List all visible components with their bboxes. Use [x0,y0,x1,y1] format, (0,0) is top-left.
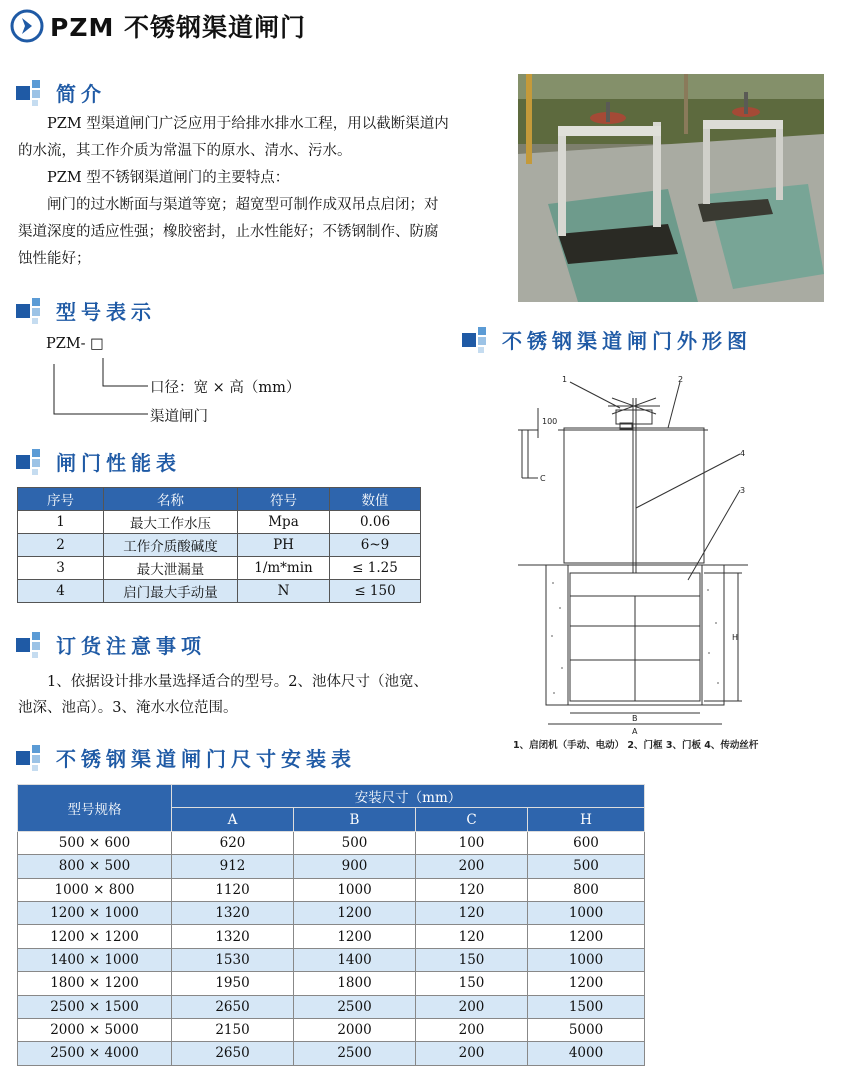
squares-icon [16,80,44,106]
table-cell: ≤ 1.25 [330,557,421,580]
intro-p2: PZM 型不锈钢渠道闸门的主要特点： [47,170,290,186]
table-cell: 150 [416,948,528,971]
intro-p3c: 蚀性能好； [18,251,91,267]
performance-table [17,487,421,603]
table-cell: 800 [528,878,645,901]
table-cell: 1 [18,511,104,534]
table-cell: 1000 [528,948,645,971]
intro-p1b: 的水流，其工作介质为常温下的原水、清水、污水。 [18,143,352,159]
squares-icon [16,298,44,324]
table-cell: 1320 [172,901,294,924]
table-cell: 1400 × 1000 [18,948,172,971]
table-cell: Mpa [238,511,330,534]
table-cell: 1320 [172,925,294,948]
table-cell: 120 [416,901,528,924]
table-cell: 1950 [172,972,294,995]
squares-icon [16,632,44,658]
table-cell: 2650 [172,995,294,1018]
table-cell: 1/m*min [238,557,330,580]
section-model-header [16,296,156,325]
table-cell: 500 × 600 [18,831,172,854]
table-row [18,878,645,901]
section-intro-header [16,78,106,107]
table-row [18,511,421,534]
section-performance-title: 闸门性能表 [56,451,181,475]
table-row [18,831,645,854]
drawing-caption: 1、启闭机（手动、电动） 2、门框 3、门板 4、传动丝杆 [513,740,759,751]
section-performance-header [16,447,181,476]
table-cell: 1200 [294,901,416,924]
table-cell: 5000 [528,1018,645,1041]
table-row [18,1042,645,1065]
table-cell: 1400 [294,948,416,971]
table-row [18,948,645,971]
install-table [17,784,645,1066]
section-install-header [16,743,356,772]
table-row [18,557,421,580]
table-cell: 2 [18,534,104,557]
drawing-label-2: 2 [678,375,684,384]
squares-icon [462,327,490,353]
table-cell: 2500 [294,1042,416,1065]
section-install-title: 不锈钢渠道闸门尺寸安装表 [56,747,356,771]
table-row [18,995,645,1018]
table-cell: 200 [416,1042,528,1065]
table-cell: 最大工作水压 [104,511,238,534]
table-cell: 工作介质酸碱度 [104,534,238,557]
gate-photo [518,74,824,302]
section-intro-title: 简介 [56,82,106,106]
order-p1b: 池深、池高）。3、淹水水位范围。 [18,700,238,716]
table-cell: 1120 [172,878,294,901]
table-header: 数值 [330,488,421,511]
model-label-size: 口径：宽 × 高（mm） [150,380,301,396]
model-bracket-lines [50,350,160,430]
table-row [18,534,421,557]
table-cell: 1200 × 1200 [18,925,172,948]
table-cell: 4000 [528,1042,645,1065]
table-cell: 最大泄漏量 [104,557,238,580]
table-row [18,580,421,603]
table-cell: 1200 × 1000 [18,901,172,924]
section-drawing-header [462,325,752,354]
table-cell: 2150 [172,1018,294,1041]
table-cell: 912 [172,855,294,878]
table-header-row [18,488,421,511]
table-header: B [294,808,416,831]
table-row [18,1018,645,1041]
model-label-type: 渠道闸门 [150,409,208,425]
intro-p1: PZM 型渠道闸门广泛应用于给排水排水工程，用以截断渠道内 [47,116,449,132]
table-cell: PH [238,534,330,557]
table-header-row [18,785,645,808]
table-cell: 1500 [528,995,645,1018]
table-cell: 1200 [528,925,645,948]
table-cell: 6~9 [330,534,421,557]
section-order-title: 订货注意事项 [56,634,206,658]
table-row [18,972,645,995]
table-cell: 0.06 [330,511,421,534]
drawing-label-B: B [632,714,638,723]
table-cell: ≤ 150 [330,580,421,603]
table-cell: 1000 [294,878,416,901]
section-model-title: 型号表示 [56,300,156,324]
table-cell: 1800 × 1200 [18,972,172,995]
table-header: C [416,808,528,831]
intro-p3b: 渠道深度的适应性强；橡胶密封，止水性能好；不锈钢制作、防腐 [18,224,439,240]
table-cell: 120 [416,925,528,948]
table-cell: 3 [18,557,104,580]
table-header: A [172,808,294,831]
drawing-label-C: C [540,474,546,483]
intro-p3: 闸门的过水断面与渠道等宽；超宽型可制作成双吊点启闭；对 [47,197,439,213]
table-cell: 620 [172,831,294,854]
section-order-header [16,630,206,659]
table-header: 名称 [104,488,238,511]
table-cell: 800 × 500 [18,855,172,878]
table-cell: 500 [294,831,416,854]
table-cell: 120 [416,878,528,901]
table-header: 符号 [238,488,330,511]
model-code: PZM- □ [46,336,104,352]
table-row [18,855,645,878]
table-cell: 1800 [294,972,416,995]
table-cell: N [238,580,330,603]
gate-drawing [508,368,778,736]
squares-icon [16,745,44,771]
drawing-label-H: H [732,633,739,642]
table-cell: 150 [416,972,528,995]
table-cell: 600 [528,831,645,854]
table-cell: 100 [416,831,528,854]
page-title: PZM 不锈钢渠道闸门 [50,13,307,42]
table-cell: 2500 [294,995,416,1018]
table-cell: 2000 [294,1018,416,1041]
table-header-group: 安装尺寸（mm） [172,785,645,808]
table-cell: 2500 × 4000 [18,1042,172,1065]
table-header: 序号 [18,488,104,511]
table-cell: 4 [18,580,104,603]
drawing-label-3: 3 [740,486,746,495]
table-cell: 1200 [294,925,416,948]
table-cell: 500 [528,855,645,878]
table-header-model: 型号规格 [18,785,172,832]
squares-icon [16,449,44,475]
order-p1: 1、依据设计排水量选择适合的型号。2、池体尺寸（池宽、 [47,674,428,690]
table-cell: 2500 × 1500 [18,995,172,1018]
table-cell: 1000 × 800 [18,878,172,901]
table-cell: 1200 [528,972,645,995]
page-title-row [10,8,306,44]
table-cell: 1530 [172,948,294,971]
section-drawing-title: 不锈钢渠道闸门外形图 [502,329,752,353]
table-cell: 2000 × 5000 [18,1018,172,1041]
chevron-circle-icon [10,9,44,43]
drawing-label-4: 4 [740,449,746,458]
table-cell: 200 [416,1018,528,1041]
table-row [18,901,645,924]
table-cell: 启门最大手动量 [104,580,238,603]
table-cell: 1000 [528,901,645,924]
drawing-label-1: 1 [562,375,568,384]
drawing-label-100: 100 [542,417,558,426]
table-cell: 2650 [172,1042,294,1065]
table-row [18,925,645,948]
table-cell: 200 [416,995,528,1018]
table-header: H [528,808,645,831]
table-cell: 900 [294,855,416,878]
table-cell: 200 [416,855,528,878]
drawing-label-A: A [632,727,638,736]
